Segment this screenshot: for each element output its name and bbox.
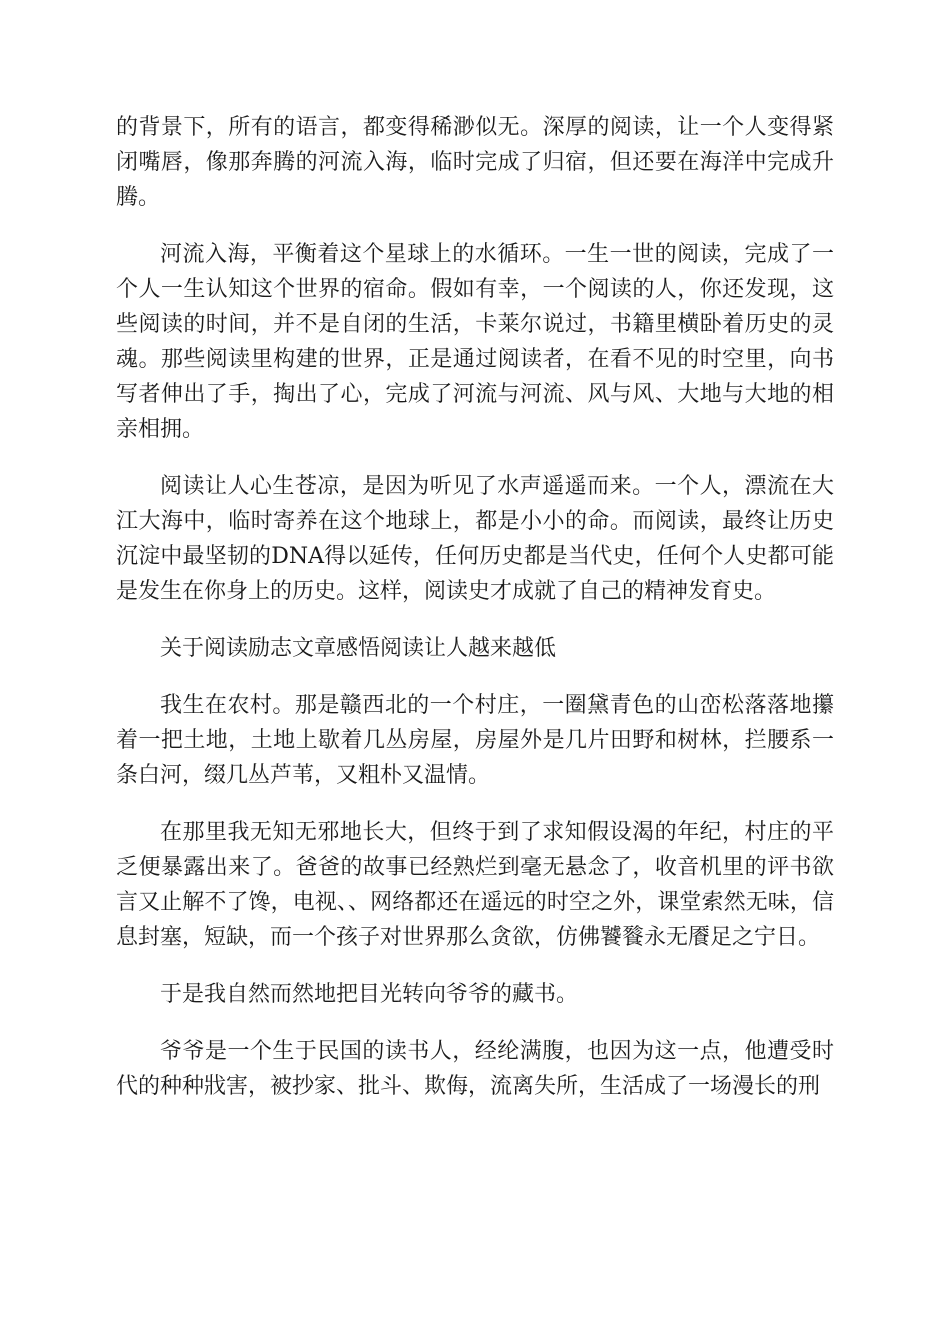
paragraph-grandfather-books: 于是我自然而然地把目光转向爷爷的藏书。 [160,982,579,1007]
document-body [116,110,834,1126]
paragraph-growing-up: 在那里我无知无邪地长大，但终于到了求知假设渴的年纪，村庄的平乏便暴露出来了。爸爸的故事已经熟烂到毫无悬念了，收音机里的评书欲言又止解不了馋，电视、、网络都还在遥远的时空之外，课堂索然无味，信息封塞，短缺，而一个孩子对世界那么贪欲，仿佛饕餮永无餍足之宁日。 [116,820,834,950]
paragraph-born-in-countryside: 我生在农村。那是赣西北的一个村庄，一圈黛青色的山峦松落落地攥着一把土地，土地上歇着几丛房屋，房屋外是几片田野和树林，拦腰系一条白河，缀几丛芦苇，又粗朴又温情。 [116,693,834,788]
paragraph-reading-desolation: 阅读让人心生苍凉，是因为听见了水声遥遥而来。一个人，漂流在大江大海中，临时寄养在这个地球上，都是小小的命。而阅读，最终让历史沉淀中最坚韧的DNA得以延传，任何历史都是当代史，任何个人史都可能是发生在你身上的历史。这样，阅读史才成就了自己的精神发育史。 [116,474,834,604]
article-title: 关于阅读励志文章感悟阅读让人越来越低 [160,636,557,661]
paragraph-river-into-sea: 河流入海，平衡着这个星球上的水循环。一生一世的阅读，完成了一个人一生认知这个世界的宿命。假如有幸，一个阅读的人，你还发现，这些阅读的时间，并不是自闭的生活，卡莱尔说过，书籍里横卧着历史的灵魂。那些阅读里构建的世界，正是通过阅读者，在看不见的时空里，向书写者伸出了手，掏出了心，完成了河流与河流、风与风、大地与大地的相亲相拥。 [116,242,834,442]
paragraph-continuation: 的背景下，所有的语言，都变得稀渺似无。深厚的阅读，让一个人变得紧闭嘴唇，像那奔腾的河流入海，临时完成了归宿，但还要在海洋中完成升腾。 [116,115,834,210]
paragraph-grandfather-scholar: 爷爷是一个生于民国的读书人，经纶满腹，也因为这一点，他遭受时代的种种戕害，被抄家、批斗、欺侮，流离失所，生活成了一场漫长的刑 [116,1039,834,1099]
